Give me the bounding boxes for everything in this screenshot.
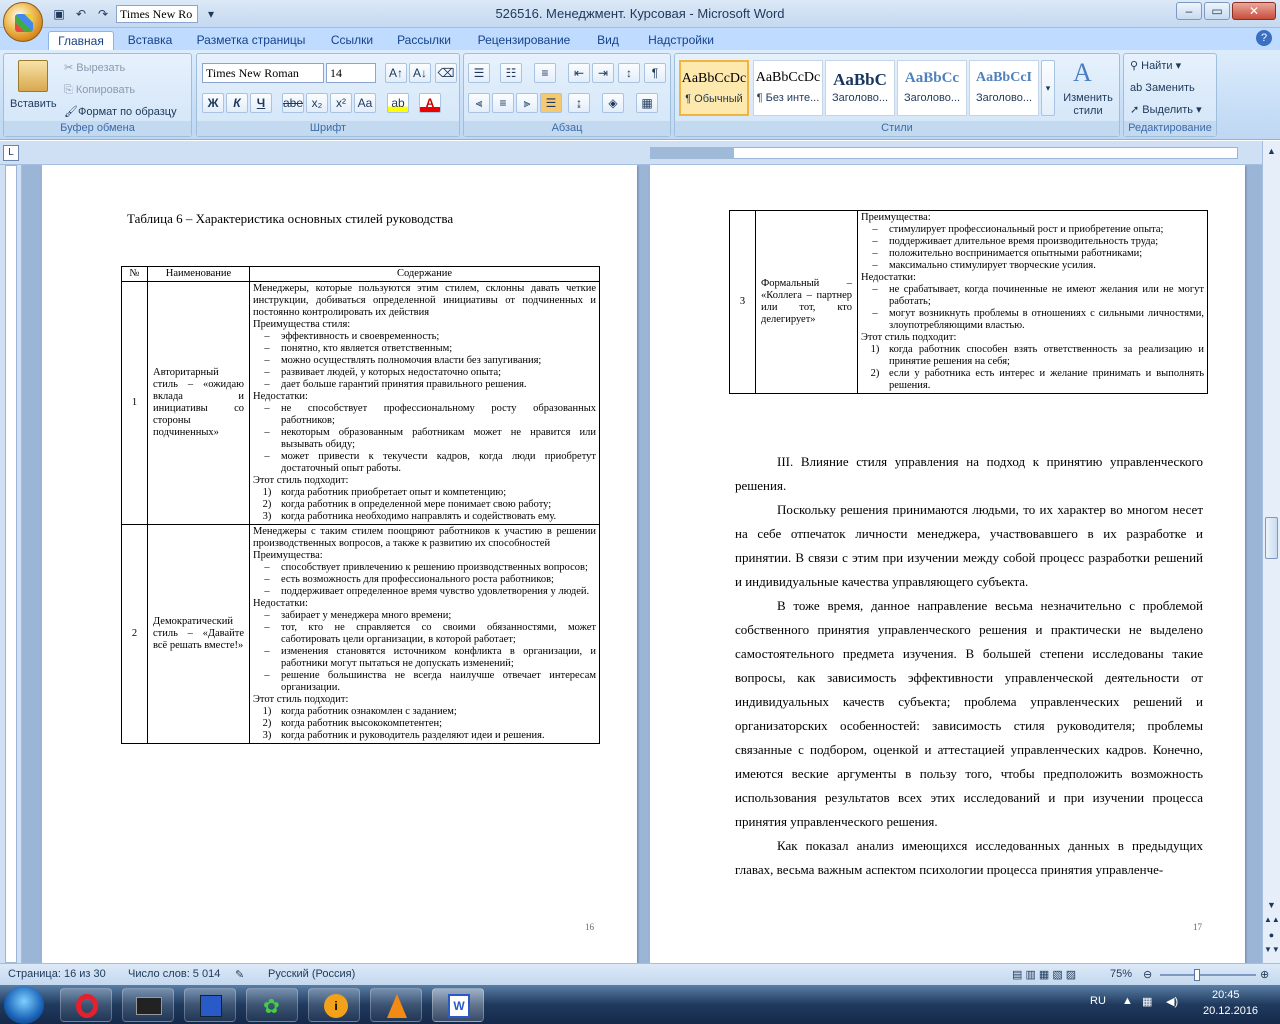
document-area[interactable] <box>22 165 1262 963</box>
fit-title: Этот стиль подходит: <box>253 475 349 486</box>
list-item: – есть возможность для профессионального роста работников; <box>253 574 596 586</box>
page-16[interactable] <box>42 165 637 963</box>
font-color-icon[interactable]: A <box>419 93 441 113</box>
tab-page-layout[interactable]: Разметка страницы <box>196 33 306 47</box>
list-item: – поддерживает определенное время чувство удовлетворения у людей. <box>253 586 596 598</box>
zoom-out-icon[interactable]: ⊖ <box>1143 969 1153 981</box>
brush-icon: 🖌 <box>64 106 78 118</box>
title-bar <box>0 0 1280 28</box>
paragraph-group <box>463 53 671 137</box>
list-item-text: не способствует профессиональному росту образованных работников; <box>281 403 596 426</box>
strikethrough-button[interactable]: abe <box>282 93 304 113</box>
clock-time[interactable]: 20:45 <box>1212 989 1240 1001</box>
tab-insert[interactable]: Вставка <box>127 33 173 47</box>
style-sample: AaBbCcDc <box>681 71 747 86</box>
tab-home[interactable]: Главная <box>48 31 114 50</box>
list-item: – некоторым образованным работникам может не нравится или вызывать обиду; <box>264 427 596 450</box>
flower-icon[interactable] <box>246 988 298 1022</box>
style-heading-1[interactable] <box>825 60 895 116</box>
prev-page-icon[interactable]: ▲▲ <box>1264 915 1280 924</box>
fit-title: Этот стиль подходит: <box>253 694 349 705</box>
tab-addins[interactable]: Надстройки <box>648 33 714 47</box>
style-sample: AaBbCcI <box>975 70 1032 85</box>
list-item-text: развивает людей, у которых недостаточно опыта; <box>281 367 502 378</box>
vlc-icon[interactable] <box>370 988 422 1022</box>
word-count[interactable]: Число слов: 5 014 <box>128 968 221 980</box>
close-button[interactable]: ✕ <box>1232 2 1276 20</box>
tab-references[interactable]: Ссылки <box>330 33 374 47</box>
vertical-ruler[interactable] <box>0 165 22 963</box>
header-name: Наименование <box>148 267 250 282</box>
show-marks-icon[interactable]: ¶ <box>644 63 666 83</box>
ruler-corner-icon[interactable]: L <box>3 145 19 161</box>
style-name: Заголово... <box>975 92 1033 104</box>
network-icon[interactable]: ▦ <box>1142 996 1153 1008</box>
office-logo-icon <box>15 14 33 32</box>
shrink-font-icon[interactable]: A↓ <box>409 63 431 83</box>
superscript-button[interactable]: x² <box>330 93 352 113</box>
qat-font-box[interactable]: Times New Ro <box>116 5 198 23</box>
save-icon[interactable]: ▣ <box>53 7 65 21</box>
cut-label: Вырезать <box>76 62 126 74</box>
list-item-text: когда работник в определенной мере понимает свою работу; <box>281 499 552 510</box>
window-title: 526516. Менеджмент. Курсовая - Microsoft Word <box>495 6 785 21</box>
body-text <box>735 450 1203 882</box>
list-item-text: когда работника необходимо направлять и содействовать ему. <box>281 511 557 522</box>
scroll-up-icon[interactable]: ▲ <box>1267 146 1276 156</box>
info-icon[interactable] <box>308 988 360 1022</box>
view-buttons-icon[interactable]: ▤ ▥ ▦ ▧ ▨ <box>1012 969 1077 981</box>
page-number: 16 <box>585 922 594 932</box>
list-item-text: когда работник и руководитель разделяют идеи и решения. <box>281 730 545 741</box>
underline-button[interactable]: Ч <box>250 93 272 113</box>
row-content <box>250 282 600 525</box>
list-item: 2) когда работник в определенной мере понимает свою работу; <box>253 499 596 511</box>
styles-table-continued <box>729 210 1208 394</box>
word-glyph: W <box>448 994 470 1018</box>
list-item: – эффективность и своевременность; <box>253 331 596 343</box>
grow-font-icon[interactable]: A↑ <box>385 63 407 83</box>
style-normal[interactable] <box>679 60 749 116</box>
list-item: 1) когда работник ознакомлен с заданием; <box>253 706 596 718</box>
list-item-text: когда работник высококомпетентен; <box>281 718 443 729</box>
advantages-title: Преимущества стиля: <box>253 319 351 330</box>
tray-arrow-icon[interactable]: ▲ <box>1122 995 1133 1007</box>
info-glyph: i <box>324 994 348 1018</box>
list-item: – максимально стимулирует творческие усилия. <box>861 260 1204 272</box>
change-styles-button[interactable]: Изменить стили <box>1063 92 1113 117</box>
list-item-text: дает больше гарантий принятия правильного решения. <box>281 379 527 390</box>
sort-icon[interactable]: ↕ <box>618 63 640 83</box>
list-item-text: изменения становятся источником конфликта в организации, и работники могут пытаться не допускать изменений; <box>281 646 596 669</box>
multilevel-list-icon[interactable]: ≡ <box>534 63 556 83</box>
zoom-slider[interactable] <box>1160 974 1256 976</box>
line-spacing-icon[interactable]: ↨ <box>568 93 590 113</box>
word-taskbar-icon[interactable] <box>432 988 484 1022</box>
disk-glyph <box>200 995 222 1017</box>
list-item-text: когда работник способен взять ответственность за реализацию и принятие решения на себя; <box>889 344 1204 367</box>
style-heading-3[interactable] <box>969 60 1039 116</box>
keyboard-layout[interactable]: RU <box>1090 995 1106 1007</box>
list-item: – могут возникнуть проблемы в отношениях с сильными личностями, злоупотребляющими властью. <box>872 308 1204 331</box>
list-item-text: если у работника есть интерес и желание принимать и выполнять решения. <box>889 368 1204 391</box>
font-group <box>196 53 460 137</box>
tab-review[interactable]: Рецензирование <box>477 33 571 47</box>
list-item-text: не срабатывает, когда починенные не имеют желания или не могут работать; <box>889 284 1204 307</box>
increase-indent-icon[interactable]: ⇥ <box>592 63 614 83</box>
quick-access-toolbar <box>48 4 220 24</box>
list-item: – положительно воспринимается опытными работниками; <box>861 248 1204 260</box>
ribbon-tabs <box>0 28 1280 50</box>
table-row <box>122 282 600 525</box>
list-item-text: поддерживает длительное время производительность труда; <box>889 236 1159 247</box>
table-header-row <box>122 267 600 282</box>
find-label: Найти <box>1141 60 1173 72</box>
font-size-box[interactable]: 14 <box>326 63 376 83</box>
cone-glyph <box>387 994 407 1018</box>
scroll-thumb[interactable] <box>1265 517 1278 559</box>
styles-table <box>121 266 600 744</box>
paragraph: Поскольку решения принимаются людьми, то их характер во многом несет на себе отпечаток личности менеджера, участвовавшего в их разработке и принятии. В связи с этим при изучении между собой процесс разработки решений и индивидуальные качества управляющего субъекта. <box>735 502 1203 589</box>
copy-button[interactable] <box>64 80 135 100</box>
select-label: Выделить <box>1142 104 1194 116</box>
list-item-text: забирает у менеджера много времени; <box>281 610 452 621</box>
style-name: Заголово... <box>831 92 889 104</box>
zoom-level[interactable]: 75% <box>1110 968 1133 980</box>
maximize-button[interactable]: ▭ <box>1204 2 1230 20</box>
list-item: – забирает у менеджера много времени; <box>253 610 596 622</box>
help-icon[interactable]: ? <box>1256 30 1272 46</box>
font-name-box[interactable]: Times New Roman <box>202 63 324 83</box>
list-item-text: положительно воспринимается опытными работниками; <box>889 248 1143 259</box>
replace-label: Заменить <box>1145 82 1195 94</box>
clipboard-label: Буфер обмена <box>4 121 191 136</box>
styles-group <box>674 53 1120 137</box>
align-left-icon[interactable]: ⫷ <box>468 93 490 113</box>
copy-icon: ⎘ <box>64 84 76 96</box>
highlight-icon[interactable]: ab <box>387 93 409 113</box>
minimize-button[interactable]: – <box>1176 2 1202 20</box>
list-item: – можно осуществлять полномочия власти без запугивания; <box>253 355 596 367</box>
list-item-text: стимулирует профессиональный рост и приобретение опыта; <box>889 224 1164 235</box>
style-sample: AaBbCcDc <box>755 70 821 85</box>
next-page-icon[interactable]: ▼▼ <box>1264 945 1280 954</box>
taskbar <box>0 985 1280 1024</box>
scroll-down-icon[interactable]: ▼ <box>1267 900 1276 910</box>
ruler-margin-left <box>650 147 734 159</box>
paragraph: Как показал анализ имеющихся исследованных данных в предыдущих главах, весьма важным аспектом психологии процесса принятия управленче- <box>735 838 1203 877</box>
row-name: Формальный – «Коллега – партнер или тот, кто делегирует» <box>756 211 858 394</box>
list-item: – способствует привлечению к решению производственных вопросов; <box>253 562 596 574</box>
style-name: ¶ Без инте... <box>756 92 820 104</box>
advantages-title: Преимущества: <box>861 212 931 223</box>
page-number: 17 <box>1193 922 1202 932</box>
tab-mailings[interactable]: Рассылки <box>397 33 451 47</box>
list-item-text: тот, кто не справляется со своими обязанностями, может саботировать цели организации, в которой работает; <box>281 622 596 645</box>
borders-icon[interactable]: ▦ <box>636 93 658 113</box>
list-item: 1) когда работник способен взять ответственность за реализацию и принятие решения на себя; <box>870 344 1204 367</box>
undo-icon[interactable]: ↶ <box>75 7 87 21</box>
opera-icon[interactable] <box>60 988 112 1022</box>
styles-scroll-icon[interactable]: ▾ <box>1041 60 1055 116</box>
style-heading-2[interactable] <box>897 60 967 116</box>
binoculars-icon: ⚲ <box>1130 60 1142 72</box>
justify-icon[interactable]: ☰ <box>540 93 562 113</box>
row-number: 1 <box>122 282 148 525</box>
table-row <box>122 525 600 744</box>
list-item-text: поддерживает определенное время чувство удовлетворения у людей. <box>281 586 590 597</box>
header-number: № <box>122 267 148 282</box>
format-painter-button[interactable] <box>64 102 177 122</box>
list-item: 3) когда работника необходимо направлять и содействовать ему. <box>253 511 596 523</box>
list-item: 3) когда работник и руководитель разделяют идеи и решения. <box>253 730 596 742</box>
list-item: – решение большинства не всегда наилучше отвечает интересам организации. <box>264 670 596 693</box>
list-item: – поддерживает длительное время производительность труда; <box>861 236 1204 248</box>
align-right-icon[interactable]: ⫸ <box>516 93 538 113</box>
list-item-text: когда работник приобретает опыт и компетенцию; <box>281 487 507 498</box>
row-content <box>858 211 1208 394</box>
font-label: Шрифт <box>197 121 459 136</box>
language-indicator[interactable]: Русский (Россия) <box>268 968 356 980</box>
italic-button[interactable]: К <box>226 93 248 113</box>
list-item-text: когда работник ознакомлен с заданием; <box>281 706 457 717</box>
list-item-text: некоторым образованным работникам может не нравится или вызывать обиду; <box>281 427 596 450</box>
paragraph: В тоже время, данное направление весьма незначительно с проблемой собственного принятия управленческого решения и практически не выделено самостоятельного предмета изучения. В большей степени исследованы такие вопросы, как зависимость эффективности управленческой деятельности от индивидуальных качеств субъекта; проблема управленческих решений и организаторских особенностей: зависимость стиля руководителя; проблемы связанные с подбором, оценкой и аттестацией управленческих кадров. Конечно, имеются веские аргументы в пользу того, чтобы предположить возможность использования результатов всех этих исследований и при изучении процесса принятия управленческого решения. <box>735 598 1203 829</box>
list-item: 1) когда работник приобретает опыт и компетенцию; <box>253 487 596 499</box>
row-number: 2 <box>122 525 148 744</box>
tab-view[interactable]: Вид <box>597 33 619 47</box>
list-item-text: решение большинства не всегда наилучше отвечает интересам организации. <box>281 670 596 693</box>
save-disk-icon[interactable] <box>184 988 236 1022</box>
list-item: – понятно, кто является ответственным; <box>253 343 596 355</box>
style-name: ¶ Обычный <box>685 93 743 105</box>
select-button[interactable]: ➚ Выделить ▾ <box>1130 104 1202 116</box>
style-no-spacing[interactable] <box>753 60 823 116</box>
ruler-track <box>650 147 1238 159</box>
list-item-text: могут возникнуть проблемы в отношениях с сильными личностями, злоупотребляющими властью. <box>889 308 1204 331</box>
page-17[interactable] <box>650 165 1245 963</box>
clock-date[interactable]: 20.12.2016 <box>1203 1005 1259 1017</box>
zoom-in-icon[interactable]: ⊕ <box>1260 969 1270 981</box>
replace-icon: ab <box>1130 82 1146 94</box>
fit-title: Этот стиль подходит: <box>861 332 957 343</box>
change-styles-icon[interactable]: A <box>1073 58 1092 87</box>
editing-label: Редактирование <box>1124 121 1216 136</box>
list-item: – изменения становятся источником конфликта в организации, и работники могут пытаться не допускать изменений; <box>264 646 596 669</box>
spellcheck-icon[interactable]: ✎ <box>235 969 245 981</box>
bold-button[interactable]: Ж <box>202 93 224 113</box>
list-item: – дает больше гарантий принятия правильного решения. <box>253 379 596 391</box>
list-item: – может привести к текучести кадров, когда люди приобретут достаточный опыт работы. <box>264 451 596 474</box>
browse-object-icon[interactable]: ● <box>1268 930 1275 940</box>
list-item-text: можно осуществлять полномочия власти без запугивания; <box>281 355 542 366</box>
align-center-icon[interactable]: ≡ <box>492 93 514 113</box>
list-item: – развивает людей, у которых недостаточно опыта; <box>253 367 596 379</box>
disadvantages-title: Недостатки: <box>253 391 308 402</box>
copy-label: Копировать <box>75 84 136 96</box>
table-row <box>730 211 1208 394</box>
vertical-ruler-track <box>5 165 17 963</box>
list-item-text: понятно, кто является ответственным; <box>281 343 453 354</box>
cursor-icon: ➚ <box>1130 104 1143 116</box>
list-item: – стимулирует профессиональный рост и приобретение опыта; <box>861 224 1204 236</box>
intro-text: Менеджеры, которые пользуются этим стилем, склонны давать четкие инструкции, добиваться определенной инициативы от подчиненных и постоянно контролировать их действия <box>253 283 596 318</box>
row-name: Демократический стиль – «Давайте всё решать вместе!» <box>148 525 250 744</box>
scissors-icon: ✂ <box>64 62 77 74</box>
start-button[interactable] <box>4 986 44 1024</box>
zoom-slider-thumb[interactable] <box>1194 969 1200 981</box>
intro-text: Менеджеры с таким стилем поощряют работников к участию в решении производственных вопросов, а также к развитию их способностей <box>253 526 596 549</box>
editing-group <box>1123 53 1217 137</box>
list-item: – не способствует профессиональному росту образованных работников; <box>264 403 596 426</box>
section-heading: III. Влияние стиля управления на подход к принятию управленческого решения. <box>735 454 1203 493</box>
disadvantages-title: Недостатки: <box>861 272 916 283</box>
format-painter-label: Формат по образцу <box>77 106 177 118</box>
list-item: 2) если у работника есть интерес и желание принимать и выполнять решения. <box>870 368 1204 391</box>
office-button[interactable] <box>3 2 43 42</box>
clear-format-icon[interactable]: ⌫ <box>435 63 457 83</box>
row-content <box>250 525 600 744</box>
subscript-button[interactable]: x₂ <box>306 93 328 113</box>
header-content: Содержание <box>250 267 600 282</box>
cut-button[interactable] <box>64 58 125 78</box>
qat-customize-icon[interactable]: ▾ <box>207 7 215 21</box>
style-sample: AaBbCc <box>904 70 960 86</box>
list-item: – не срабатывает, когда починенные не имеют желания или не могут работать; <box>872 284 1204 307</box>
list-item-text: эффективность и своевременность; <box>281 331 440 342</box>
styles-label: Стили <box>675 121 1119 136</box>
page-indicator[interactable]: Страница: 16 из 30 <box>8 968 106 980</box>
shading-icon[interactable]: ◈ <box>602 93 624 113</box>
terminal-icon[interactable] <box>122 988 174 1022</box>
opera-logo <box>76 994 98 1018</box>
list-item-text: способствует привлечению к решению производственных вопросов; <box>281 562 588 573</box>
clipboard-group <box>3 53 192 137</box>
paste-button[interactable]: Вставить <box>10 98 57 110</box>
list-item-text: максимально стимулирует творческие усилия. <box>889 260 1096 271</box>
status-bar <box>0 963 1280 985</box>
replace-button[interactable] <box>1130 78 1195 98</box>
horizontal-ruler[interactable] <box>0 141 1280 165</box>
flower-glyph: ✿ <box>263 996 280 1018</box>
row-name: Авторитарный стиль – «ожидаю вклада и инициативы со стороны подчиненных» <box>148 282 250 525</box>
window-controls <box>1176 2 1276 20</box>
numbering-icon[interactable]: ☷ <box>500 63 522 83</box>
style-name: Заголово... <box>903 92 961 104</box>
change-case-button[interactable]: Aa <box>354 93 376 113</box>
advantages-title: Преимущества: <box>253 550 323 561</box>
list-item: – тот, кто не справляется со своими обязанностями, может саботировать цели организации, в которой работает; <box>264 622 596 645</box>
vertical-scrollbar[interactable] <box>1262 141 1280 963</box>
table-caption: Таблица 6 – Характеристика основных стилей руководства <box>127 211 454 226</box>
list-item-text: может привести к текучести кадров, когда люди приобретут достаточный опыт работы. <box>281 451 596 474</box>
row-number: 3 <box>730 211 756 394</box>
decrease-indent-icon[interactable]: ⇤ <box>568 63 590 83</box>
redo-icon[interactable]: ↷ <box>97 7 109 21</box>
paste-icon[interactable] <box>18 60 48 92</box>
bullets-icon[interactable]: ☰ <box>468 63 490 83</box>
disadvantages-title: Недостатки: <box>253 598 308 609</box>
list-item-text: есть возможность для профессионального роста работников; <box>281 574 554 585</box>
paragraph-label: Абзац <box>464 121 670 136</box>
find-button[interactable]: ⚲ Найти ▾ <box>1130 60 1182 72</box>
volume-icon[interactable]: ◀) <box>1166 996 1179 1008</box>
style-sample: AaBbC <box>833 70 887 89</box>
terminal-glyph <box>136 997 162 1015</box>
list-item: 2) когда работник высококомпетентен; <box>253 718 596 730</box>
